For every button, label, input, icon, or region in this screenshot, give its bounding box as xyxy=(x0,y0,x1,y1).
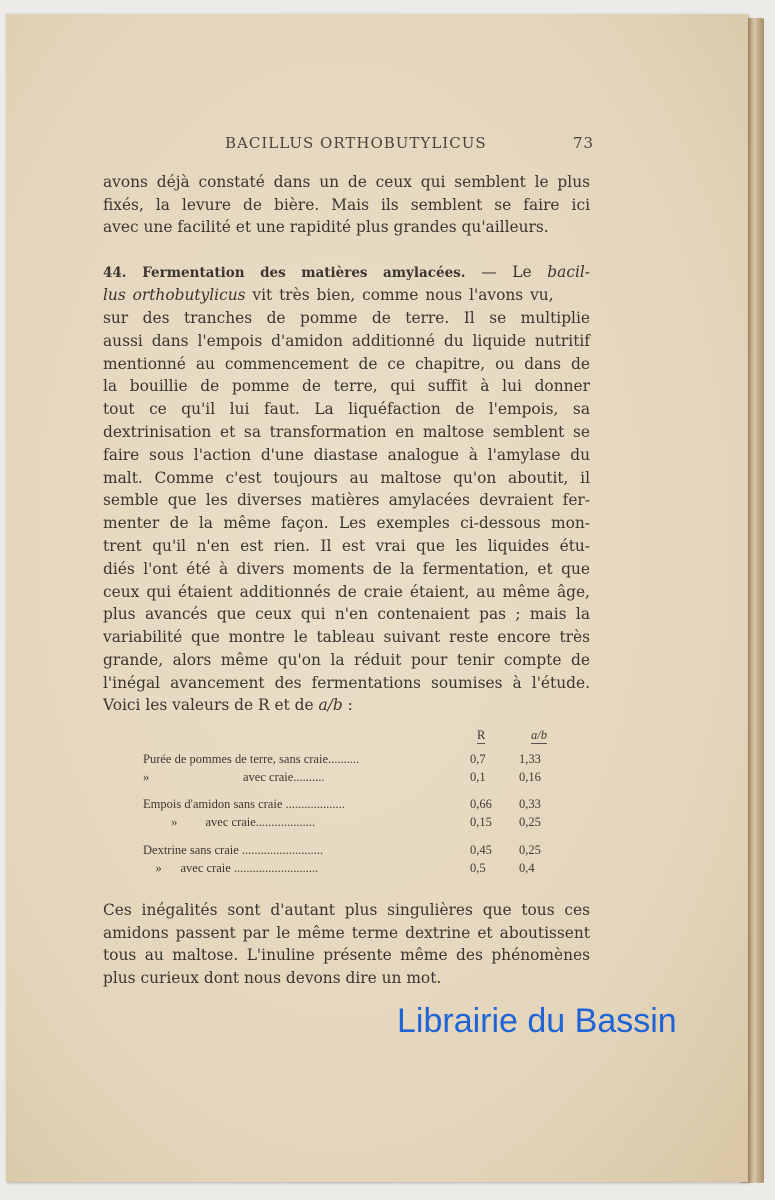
text-line: trent qu'il n'en est rien. Il est vrai que les liquides étu- xyxy=(103,537,590,555)
text: vit très bien, comme nous l'avons vu, xyxy=(245,286,554,304)
column-header-ab: a/b xyxy=(531,728,547,742)
column-header-r: R xyxy=(477,728,486,742)
text-line: fixés, la levure de bière. Mais ils semblent se faire ici xyxy=(103,195,590,214)
text-line: tous au maltose. L'inuline présente même des phénomènes xyxy=(103,946,590,965)
text-line: tout ce qu'il lui faut. La liquéfaction de l'empois, sa xyxy=(103,400,590,419)
italic-term: bacil- xyxy=(547,263,590,281)
text-line: sur des tranches de pomme de terre. Il se multiplie xyxy=(103,309,590,327)
value-ab: 1,33 xyxy=(519,752,541,766)
text-line: variabilité que montre le tableau suivant reste encore très xyxy=(103,628,590,647)
text-line: la bouillie de pomme de terre, qui suffit à lui donner xyxy=(103,377,590,396)
row-label: » avec craie................... xyxy=(143,815,316,829)
text-line: plus avancés que ceux qui n'en contenaient pas ; mais la xyxy=(103,605,590,624)
text-line: diés l'ont été à divers moments de la fermentation, et que xyxy=(103,559,590,578)
row-label: » avec craie ........................... xyxy=(143,861,319,875)
value-r: 0,7 xyxy=(470,752,486,766)
italic-term: a/b xyxy=(318,696,343,714)
value-r: 0,5 xyxy=(470,861,486,875)
value-r: 0,66 xyxy=(470,797,492,811)
text-line: dextrinisation et sa transformation en maltose semblent se xyxy=(103,423,590,441)
italic-term: lus orthobutylicus xyxy=(103,286,246,304)
text-line: menter de la même façon. Les exemples ci-dessous mon- xyxy=(103,514,590,533)
dash: — Le xyxy=(465,263,548,281)
text-line xyxy=(103,285,590,305)
value-ab: 0,33 xyxy=(519,797,541,811)
section-heading-line xyxy=(103,262,590,283)
text-line: semble que les diverses matières amylacées devraient fer- xyxy=(103,491,590,510)
watermark: Librairie du Bassin xyxy=(397,1002,677,1040)
text-line: ceux qui étaient additionnés de craie étaient, au même âge, xyxy=(103,582,590,601)
row-label: Purée de pommes de terre, sans craie.......... xyxy=(143,752,360,766)
value-r: 0,45 xyxy=(470,843,492,857)
text-line: amidons passent par le même terme dextrine et aboutissent xyxy=(103,923,590,942)
text-line: grande, alors même qu'on la réduit pour tenir compte de xyxy=(103,651,590,669)
value-ab: 0,4 xyxy=(519,861,535,875)
section-title: Fermentation des matières amylacées. xyxy=(142,265,466,281)
text: Voici les valeurs de R et de xyxy=(103,696,319,714)
text-line xyxy=(103,695,590,715)
text-line: Ces inégalités sont d'autant plus singulières que tous ces xyxy=(103,901,590,919)
text: : xyxy=(342,696,353,714)
value-ab: 0,16 xyxy=(519,770,541,784)
text-line: plus curieux dont nous devons dire un mot. xyxy=(103,969,442,988)
value-ab: 0,25 xyxy=(519,815,541,829)
text-line: avec une facilité et une rapidité plus grandes qu'ailleurs. xyxy=(103,218,549,237)
row-label: » avec craie.......... xyxy=(143,770,325,784)
value-r: 0,1 xyxy=(470,770,486,784)
section-number: 44. xyxy=(103,265,127,281)
value-ab: 0,25 xyxy=(519,843,541,857)
text-line: malt. Comme c'est toujours au maltose qu'on aboutit, il xyxy=(103,468,590,487)
text-line: avons déjà constaté dans un de ceux qui semblent le plus xyxy=(103,173,590,191)
row-label: Empois d'amidon sans craie ................... xyxy=(143,797,345,811)
text-line: l'inégal avancement des fermentations soumises à l'étude. xyxy=(103,673,590,692)
text-line: faire sous l'action d'une diastase analogue à l'amylase du xyxy=(103,445,590,464)
text-line: aussi dans l'empois d'amidon additionné du liquide nutritif xyxy=(103,331,590,350)
page-number: 73 xyxy=(573,134,595,152)
value-r: 0,15 xyxy=(470,815,492,829)
row-label: Dextrine sans craie .......................... xyxy=(143,843,324,857)
text-line: mentionné au commencement de ce chapitre, ou dans de xyxy=(103,354,590,373)
running-header: BACILLUS ORTHOBUTYLICUS xyxy=(225,134,487,152)
